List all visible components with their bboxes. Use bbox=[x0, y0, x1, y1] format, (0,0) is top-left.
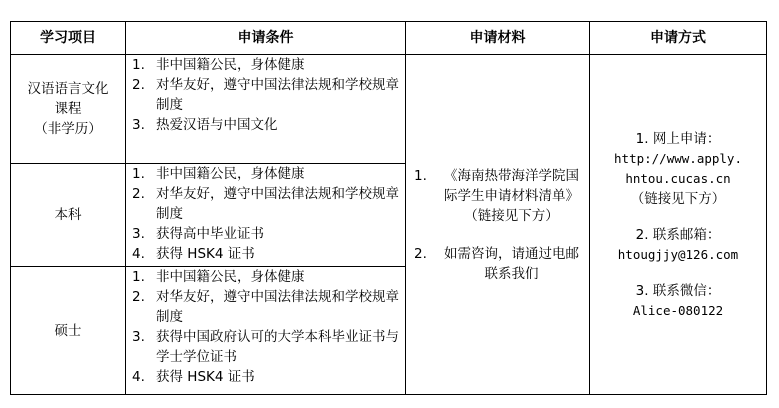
header-materials: 申请材料 bbox=[406, 22, 590, 55]
item-text: 对华友好，遵守中国法律法规和学校规章制度 bbox=[156, 77, 399, 113]
online-apply-label: 1. 网上申请： bbox=[635, 130, 721, 147]
program-name: 课程 bbox=[54, 101, 82, 117]
item-text: 对华友好，遵守中国法律法规和学校规章制度 bbox=[156, 186, 399, 222]
online-apply-note: （链接见下方） bbox=[630, 190, 726, 207]
list-item bbox=[414, 244, 585, 284]
item-text: 非中国籍公民，身体健康 bbox=[156, 269, 305, 285]
header-method: 申请方式 bbox=[590, 22, 767, 55]
item-text: 对华友好，遵守中国法律法规和学校规章制度 bbox=[156, 289, 399, 325]
item-number: 4. bbox=[132, 246, 145, 262]
conditions-cell bbox=[126, 267, 406, 395]
program-cell bbox=[11, 55, 126, 164]
table-row bbox=[11, 55, 767, 164]
email-address[interactable]: htougjjy@126.com bbox=[617, 246, 739, 262]
online-apply-url[interactable]: http://www.apply. bbox=[614, 150, 742, 166]
item-text: 非中国籍公民，身体健康 bbox=[156, 57, 305, 73]
item-text: 获得 HSK4 证书 bbox=[156, 246, 255, 262]
list-item bbox=[132, 164, 401, 184]
item-number: 1. bbox=[132, 57, 145, 73]
online-apply-url[interactable]: hntou.cucas.cn bbox=[625, 170, 731, 186]
program-name: 本科 bbox=[54, 207, 82, 223]
item-text: 非中国籍公民，身体健康 bbox=[156, 166, 305, 182]
list-item bbox=[132, 244, 401, 264]
list-item bbox=[132, 267, 401, 287]
program-name: 硕士 bbox=[54, 322, 82, 339]
item-text: 《海南热带海洋学院国际学生申请材料清单》（链接见下方） bbox=[444, 167, 579, 224]
list-item bbox=[132, 55, 401, 75]
item-text: 如需咨询，请通过电邮联系我们 bbox=[444, 245, 579, 282]
item-number: 2. bbox=[132, 77, 145, 93]
item-text: 获得 HSK4 证书 bbox=[156, 369, 255, 385]
conditions-list bbox=[132, 267, 401, 387]
materials-cell bbox=[406, 55, 590, 395]
item-number: 3. bbox=[132, 226, 145, 242]
conditions-list bbox=[132, 55, 401, 135]
item-number: 1. bbox=[414, 167, 427, 184]
item-number: 2. bbox=[414, 245, 427, 262]
conditions-cell bbox=[126, 164, 406, 267]
list-item bbox=[132, 327, 401, 367]
conditions-list bbox=[132, 164, 401, 264]
list-item bbox=[132, 224, 401, 244]
item-text: 获得中国政府认可的大学本科毕业证书与学士学位证书 bbox=[156, 329, 399, 365]
list-item bbox=[414, 166, 585, 226]
header-conditions: 申请条件 bbox=[126, 22, 406, 55]
table-header-row bbox=[11, 22, 767, 55]
list-item bbox=[132, 75, 401, 115]
conditions-cell bbox=[126, 55, 406, 164]
wechat-label: 3. 联系微信： bbox=[635, 282, 721, 299]
item-number: 1. bbox=[132, 269, 145, 285]
program-cell bbox=[11, 267, 126, 395]
program-note: （非学历） bbox=[34, 121, 102, 137]
program-cell bbox=[11, 164, 126, 267]
item-number: 3. bbox=[132, 117, 145, 133]
list-item bbox=[132, 367, 401, 387]
list-item bbox=[132, 287, 401, 327]
item-text: 获得高中毕业证书 bbox=[156, 226, 264, 242]
list-item bbox=[132, 184, 401, 224]
item-number: 2. bbox=[132, 289, 145, 305]
item-text: 热爱汉语与中国文化 bbox=[156, 117, 278, 133]
program-name: 汉语语言文化 bbox=[27, 81, 109, 97]
wechat-id: Alice-080122 bbox=[632, 302, 724, 318]
item-number: 1. bbox=[132, 166, 145, 182]
method-cell bbox=[590, 55, 767, 395]
item-number: 4. bbox=[132, 369, 145, 385]
header-program: 学习项目 bbox=[11, 22, 126, 55]
list-item bbox=[132, 115, 401, 135]
email-label: 2. 联系邮箱： bbox=[635, 226, 721, 243]
item-number: 2. bbox=[132, 186, 145, 202]
item-number: 3. bbox=[132, 329, 145, 345]
application-requirements-table bbox=[10, 21, 767, 395]
